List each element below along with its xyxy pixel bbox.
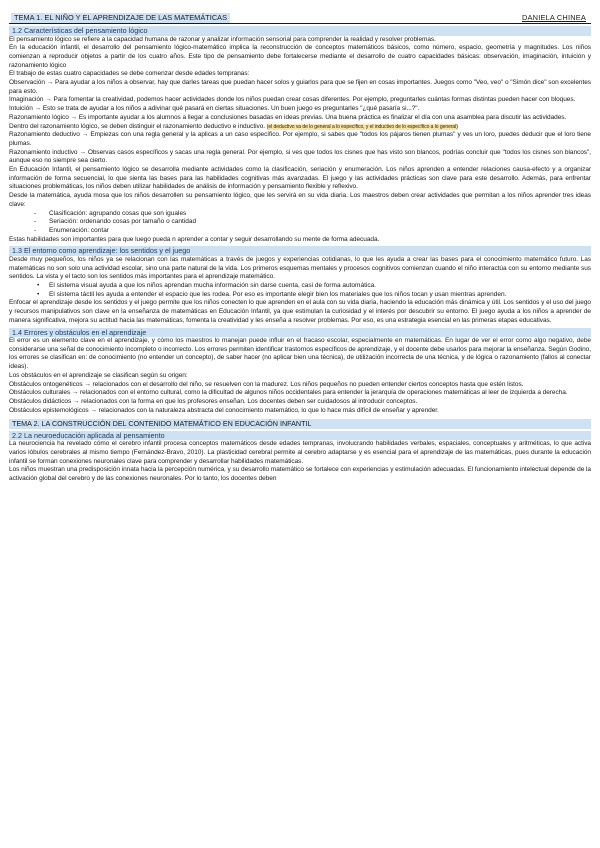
section-heading: 2.2 La neuroeducación aplicada al pensamiento <box>9 431 591 441</box>
paragraph: Intuición → Esto se trata de ayudar a los niños a adivinar qué pasará en ciertas situaciones. Un buen juego es preguntarles "¿qué pasaría si...?". <box>9 105 420 113</box>
section-heading: 1.4 Errores y obstáculos en el aprendizaje <box>9 328 591 338</box>
paragraph: Los niños muestran una predisposición innata hacia la percepción numérica, y su desarrollo matemático se fortalece con experiencias y estimulación adecuadas. El funcionamiento intelectual depende de la activación global del cerebro y de las conexiones neuronales. Por lo tanto, los docentes deben <box>9 466 591 483</box>
list-item: - Clasificación: agrupando cosas que son iguales <box>49 210 591 219</box>
document-page <box>9 0 591 484</box>
paragraph-text: Dentro del razonamiento lógico, se deben distinguir el razonamiento deductivo e inductivo. <box>9 122 266 130</box>
paragraph: Estas habilidades son importantes para que luego pueda n aprender a contar y seguir desarrollando su mente de forma adecuada. <box>9 235 380 243</box>
bullet-list <box>9 282 591 299</box>
paragraph: Obstáculos epistemológicos → relacionados con la naturaleza abstracta del conocimiento matemático, lo que lo hace más difícil de enseñar y aprender. <box>9 406 439 414</box>
list-item: • El sistema visual ayuda a que los niños aprendan mucha información sin darse cuenta, casi de forma automática. <box>49 282 591 291</box>
paragraph: Obstáculos ontogenéticos → relacionados con el desarrollo del niño, se resuelven con la madurez. Los niños pequeños no pueden entender ciertos conceptos hasta que estén listos. <box>9 380 524 388</box>
paragraph: La neurociencia ha revelado cómo el cerebro infantil procesa conceptos matemáticos desde edades tempranas, involucrando habilidades verbales, espaciales, conceptuales y aritméticas, lo que activa varios lóbulos cerebrales al mismo tiempo (Fernández-Bravo, 2010). La plasticidad cerebral permite al cerebro adaptarse y es esencial para el aprendizaje de las matemáticas, pues durante la educación infantil se forman conexiones neuronales clave para comprender y desarrollar habilidades matemáticas. <box>9 440 591 465</box>
author-name: DANIELA CHINEA <box>522 13 586 22</box>
paragraph: Imaginación → Para fomentar la creatividad, podemos hacer actividades donde los niños puedan crear cosas diferentes. Por ejemplo, preguntarles cuántas formas distintas pueden hacer con bloques. <box>9 96 576 104</box>
paragraph: Razonamiento lógico → Es importante ayudar a los alumnos a llegar a conclusiones basadas en ideas previas. Una buena práctica es finalizar el día con una asamblea para discutir las actividades. <box>9 113 567 121</box>
list-item: • El sistema táctil les ayuda a entender el espacio que les rodea. Por eso es importante elegir bien los materiales que los niños tocan y usan mientras aprenden. <box>49 291 591 300</box>
paragraph: Enfocar el aprendizaje desde los sentidos y el juego permite que los niños conecten lo que aprenden en el aula con su vida diaria, haciendo la educación más dinámica y útil. Los sentidos y el uso del juego y recursos manipulativos son clave en la enseñanza de matemáticas en Educación Infantil, ya que estimulan la curiosidad y el interés por descubrir su entorno. El juego ayuda a los niños a aprender de manera significativa, mejora su actitud hacia las matemáticas, fomenta la creatividad y les enseña a resolver problemas. Por eso, es una estrategia esencial en las primeras etapas educativas. <box>9 299 591 324</box>
paragraph: El pensamiento lógico se refiere a la capacidad humana de razonar y analizar información sensorial para comprender la realidad y resolver problemas. <box>9 35 436 43</box>
paragraph: En la educación infantil, el desarrollo del pensamiento lógico-matemático implica la reconstrucción de conceptos matemáticos básicos, como número, espacio, geometría y magnitudes. Los niños comienzan a reproducir objetos a partir de los cuatro años. Este tipo de pensamiento debe fortalecerse mediante el desarrollo de cuatro capacidades básicas: observación, imaginación, intuición y razonamiento lógico <box>9 44 591 69</box>
paragraph <box>9 123 591 132</box>
paragraph: Desde muy pequeños, los niños ya se relacionan con las matemáticas a través de juegos y experiencias cotidianas, lo que les ayuda a crear las bases para el conocimiento matemático futuro. Las matemáticas no son solo una actividad escolar, sino una parte natural de la vida. Los primeros esquemas mentales y procesos cognitivos comienzan cuando el niño interactúa con su entorno mediante sus sentidos. La vista y el tacto son los sentidos más importantes para el aprendizaje matemático. <box>9 255 591 281</box>
paragraph: El error es un elemento clave en el aprendizaje, y cómo los maestros lo manejan puede influir en el fracaso escolar, especialmente en matemáticas. En lugar de ver el error como algo negativo, debe considerarse una señal de conocimiento incompleto o incorrecto. Los errores permiten identificar trastornos específicos de aprendizaje, y el docente debe usarlos para mejorar la enseñanza. Según Godino, los errores se clasifican en: de conocimiento (no entender un concepto), de saber hacer (no aplicar bien una técnica), de utilización incorrecta de una técnica, y de lógica o razonamiento (fallos al conectar ideas). <box>9 337 591 371</box>
paragraph: En Educación Infantil, el pensamiento lógico se desarrolla mediante actividades como la clasificación, seriación y enumeración. Los niños aprenden a entender relaciones causa-efecto y a organizar información de forma secuencial, lo que sienta las bases para las habilidades cognitivas más avanzadas. El juego y las actividades prácticas son clave para este desarrollo. Además, para enfrentar situaciones problemáticas, los niños deben utilizar habilidades de análisis de información y pensamiento flexible y reflexivo. <box>9 166 591 191</box>
topic-heading: TEMA 2. LA CONSTRUCCIÓN DEL CONTENIDO MATEMÁTICO EN EDUCACIÓN INFANTIL <box>9 419 591 429</box>
list-item: - Enumeración: contar <box>49 227 591 236</box>
paragraph: El trabajo de estas cuatro capacidades se debe comenzar desde edades tempranas: <box>9 70 250 78</box>
paragraph: Desde la matemática, ayuda mosa que los niños desarrollen su pensamiento lógico, que les servirá en su vida diaria. Los maestros deben crear actividades que permitan a los niños aprender tres ideas clave: <box>9 192 591 208</box>
paragraph: Razonamiento inductivo → Observas casos específicos y sacas una regla general. Por ejemplo, si ves que todos los cisnes que has visto son blancos, podrías concluir que "todos los cisnes son blancos", aunque eso no siempre sea cierto. <box>9 148 591 165</box>
topic-title: TEMA 1. EL NIÑO Y EL APRENDIZAJE DE LAS MATEMÁTICAS <box>11 13 230 23</box>
page-header <box>9 13 591 24</box>
section-heading: 1.2 Características del pensamiento lógico <box>9 26 591 36</box>
paragraph: Observación → Para ayudar a los niños a observar, hay que darles tareas que puedan hacer solos y guiarlos para que se fijen en cosas importantes. Juegos como "Veo, veo" o "Simón dice" son excelentes para esto. <box>9 79 591 95</box>
list-item: - Seriación: ordenando cosas por tamaño o cantidad <box>49 218 591 227</box>
highlighted-note: (el deductivo va de lo general a lo específico, y el inductivo de lo específico a lo general) <box>266 123 458 130</box>
paragraph: Razonamiento deductivo → Empiezas con una regla general y la aplicas a un caso específico. Por ejemplo, si sabes que "todos los pájaros tienen plumas" y ves un loro, puedes deducir que el loro tiene plumas. <box>9 131 591 147</box>
paragraph: Obstáculos didácticos → relacionados con la forma en que los profesores enseñan. Los docentes deben ser cuidadosos al introducir conceptos. <box>9 397 418 405</box>
paragraph: Los obstáculos en el aprendizaje se clasifican según su origen: <box>9 371 188 379</box>
section-heading: 1.3 El entorno como aprendizaje: los sentidos y el juego <box>9 246 591 256</box>
paragraph: Obstáculos culturales → relacionados con el entorno cultural, como la dificultad de algunos niños occidentales para entender la jerarquía de operaciones matemáticas al leer de izquierda a derecha. <box>9 389 568 397</box>
bullet-list <box>9 210 591 236</box>
